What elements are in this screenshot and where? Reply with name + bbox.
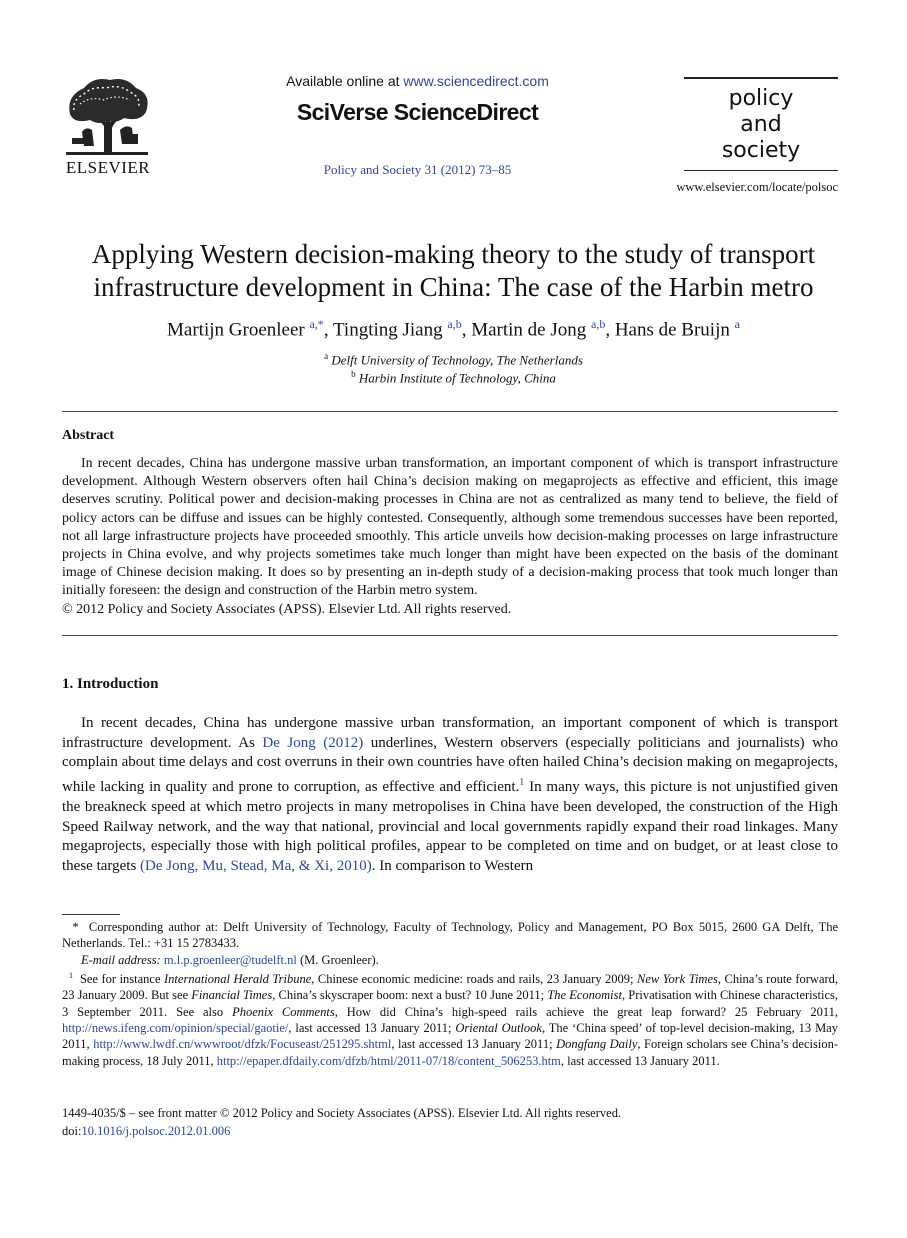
footnote-link[interactable]: 1 <box>519 777 525 789</box>
abstract-body <box>62 455 838 619</box>
journal-url: www.elsevier.com/locate/polsoc <box>676 180 838 194</box>
divider <box>62 411 838 412</box>
footnote-rule <box>62 914 120 915</box>
sciverse-brand: SciVerse ScienceDirect <box>296 99 539 125</box>
journal-logo-line: and <box>740 112 782 137</box>
article-title <box>40 238 867 304</box>
journal-logo <box>684 77 838 171</box>
body-paragraph: In recent decades, China has undergone massive urban transformation, an important component of which is transport infrastructure development. As De Jong (2012) underlines, Western observers (especially politicians and journalists) who complain about time delays and cost overruns in their own countries have often hailed China’s decision making on megaprojects, while lacking in quality and prone to corruption, as effective and efficient.$^1$ In many ways, this picture is not unjustified given the breakneck speed at which metro projects in many metropolises in China have been developed, the construction of the High Speed Railway network, and the way that national, provincial and local governments rapidly expand their road linkages. Many megaprojects, especially those with high political profiles, appear to be completed on time and on budget, or at least close to these targets (De Jong, Mu, Stead, Ma, & Xi, 2010). In comparison to Western <box>62 715 839 874</box>
doi-line: doi:10.1016/j.polsoc.2012.01.006 <box>62 1123 231 1138</box>
issn-doi <box>62 1105 621 1140</box>
author-affil-mark[interactable]: a,* <box>309 317 324 331</box>
affiliation: $^a$ Delft University of Technology, The Netherlands <box>324 351 583 368</box>
url-link[interactable]: http://www.lwdf.cn/wwwroot/dfzk/Focuseast/251295.shtml <box>93 1037 392 1052</box>
url-link[interactable]: http://epaper.dfdaily.com/dfzb/html/2011-07/18/content_506253.htm <box>216 1053 561 1068</box>
abstract-paragraph: In recent decades, China has undergone massive urban transformation, an important component of which is transport infrastructure development. Although Western observers often hail China’s decision making on megaprojects as effective and efficient, this image deserves scrutiny. Political power and decision-making processes in China are not as centralized as many tend to believe, the field of policy actors can be diffuse and issues can be highly contested. Consequently, although some tremendous successes have been reported, not all large infrastructure projects have proceeded smoothly. This article unveils how decision-making processes on large infrastructure projects in China evolve, and why projects sometimes take much longer than might have been expected on the basis of the dominant image of Chinese decision making. It does so by presenting an in-depth study of a decision-making process that took much longer than initially foreseen: the design and construction of the Harbin metro system. <box>62 456 838 599</box>
journal-logo-line: policy <box>728 86 794 111</box>
email-link[interactable]: m.l.p.groenleer@tudelft.nl <box>163 952 297 967</box>
title-line: Applying Western decision-making theory to the study of transport <box>91 239 816 269</box>
author-affil-mark[interactable]: a,b <box>447 317 462 331</box>
sciencedirect-link[interactable]: www.sciencedirect.com <box>403 73 549 89</box>
abstract-copyright: © 2012 Policy and Society Associates (APSS). Elsevier Ltd. All rights reserved. <box>62 601 512 617</box>
journal-citation-link[interactable]: Policy and Society 31 (2012) 73–85 <box>323 162 512 177</box>
publisher-name: ELSEVIER <box>65 158 151 177</box>
author-name[interactable]: Hans de Bruijn <box>614 319 730 341</box>
available-online: Available online at www.sciencedirect.com <box>286 73 549 89</box>
author-affil-mark[interactable]: a,b <box>591 317 606 331</box>
citation-link[interactable]: De Jong (2012) <box>262 734 364 751</box>
section-heading: 1. Introduction <box>62 676 159 692</box>
author-name[interactable]: Tingting Jiang <box>332 319 443 341</box>
url-link[interactable]: http://news.ifeng.com/opinion/special/gaotie/ <box>62 1020 289 1035</box>
affiliation: $^b$ Harbin Institute of Technology, China <box>351 369 556 386</box>
divider <box>62 635 838 636</box>
journal-logo-rule <box>684 170 838 171</box>
author-list: Martijn Groenleer $^{a,*}$, Tingting Jiang $^{a,b}$, Martin de Jong $^{a,b}$, Hans de Bruijn $^a$ <box>167 317 740 341</box>
section-body <box>62 714 838 877</box>
journal-logo-line: society <box>721 138 801 163</box>
abstract-heading: Abstract <box>62 428 115 443</box>
doi-link[interactable]: 10.1016/j.polsoc.2012.01.006 <box>81 1123 231 1138</box>
issn-line: 1449-4035/$ – see front matter © 2012 Policy and Society Associates (APSS). Elsevier Ltd. All rights reserved. <box>62 1106 622 1120</box>
footnote-email: E-mail address: m.l.p.groenleer@tudelft.nl (M. Groenleer). <box>81 952 379 967</box>
author-affil-mark[interactable]: a <box>734 317 740 331</box>
title-line: infrastructure development in China: The case of the Harbin metro <box>93 272 814 302</box>
author-name[interactable]: Martijn Groenleer <box>167 319 305 341</box>
footnote-corresponding: * Corresponding author at: Delft University of Technology, Faculty of Technology, Policy and Management, PO Box 5015, 2600 GA Delft, The Netherlands. Tel.: +31 15 2783433. <box>62 920 838 951</box>
footnotes <box>62 919 838 1069</box>
footnote-1: $^1$ See for instance International Herald Tribune, Chinese economic medicine: roads and rails, 23 January 2009; New York Times, China’s route forward, 23 January 2009. But see Financial Times, China’s skyscraper boom: next a bust? 10 June 2011; The Economist, Privatisation with Chinese characteristics, 3 September 2011. See also Phoenix Comments, How did China’s high-speed rails achieve the great leap forward? 25 February 2011, http://news.ifeng.com/opinion/special/gaotie/, last accessed 13 January 2011; Oriental Outlook, The ‘China speed’ of top-level decision-making, 13 May 2011, http://www.lwdf.cn/wwwroot/dfzk/Focuseast/251295.shtml, last accessed 13 January 2011; Dongfang Daily, Foreign scholars see China’s decision-making process, 18 July 2011, http://epaper.dfdaily.com/dfzb/html/2011-07/18/content_506253.htm, last accessed 13 January 2011. <box>62 970 839 1068</box>
author-name[interactable]: Martin de Jong <box>471 319 587 341</box>
citation-link[interactable]: (De Jong, Mu, Stead, Ma, & Xi, 2010) <box>140 857 372 874</box>
